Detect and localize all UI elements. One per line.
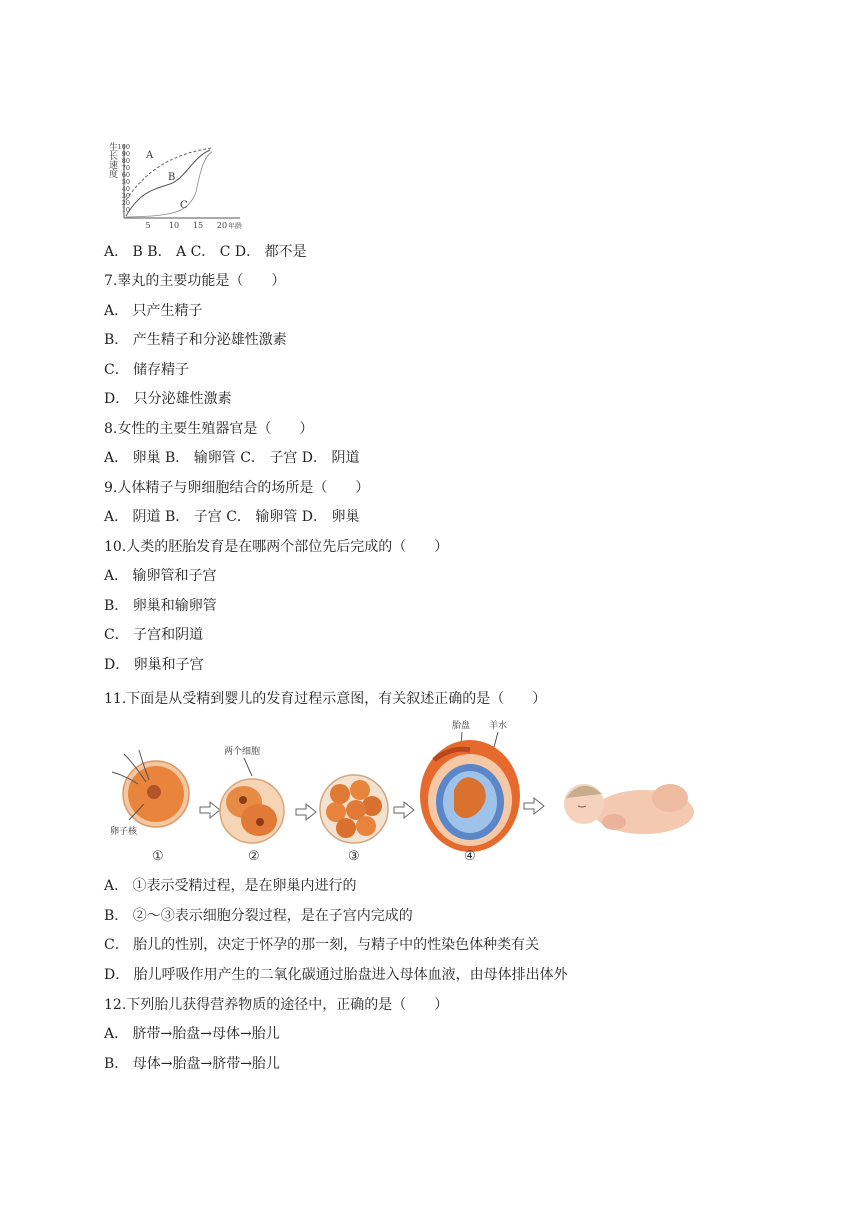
q11-option-a: A． ①表示受精过程，是在卵巢内进行的 [104, 878, 357, 894]
arrow-icon [200, 802, 220, 818]
q12-option-b: B． 母体→胎盘→脐带→胎儿 [104, 1056, 280, 1072]
q7-stem: 7.睾丸的主要功能是（ ） [104, 273, 286, 289]
curve-b [126, 150, 210, 216]
arrow-icon [296, 804, 316, 820]
q10-option-a: A． 输卵管和子宫 [104, 568, 217, 584]
q7-option-d: D． 只分泌雄性激素 [104, 391, 232, 407]
q9-options: A． 阴道 B． 子宫 C． 输卵管 D． 卵巢 [104, 509, 360, 525]
growth-chart-ylabel: 生长速度 [107, 142, 117, 178]
q12-stem: 12.下列胎儿获得营养物质的途径中，正确的是（ ） [104, 997, 449, 1013]
growth-chart-xlabel: 年龄 [228, 222, 242, 230]
q7-option-c: C． 储存精子 [104, 362, 190, 378]
stage-2-two-cells [220, 745, 284, 864]
curve-a-label: A [146, 150, 154, 161]
q10-stem: 10.人类的胚胎发育是在哪两个部位先后完成的（ ） [104, 539, 449, 555]
q7-option-b: B． 产生精子和分泌雄性激素 [104, 332, 287, 348]
curve-c-label: C [180, 200, 188, 211]
q8-stem: 8.女性的主要生殖器官是（ ） [104, 421, 314, 437]
q11-option-b: B． ②～③表示细胞分裂过程，是在子宫内完成的 [104, 908, 413, 924]
q6-options: A． B B． A C． C D． 都不是 [104, 244, 307, 260]
q11-stem: 11.下面是从受精到婴儿的发育过程示意图，有关叙述正确的是（ ） [104, 691, 547, 707]
stage-2-number: ② [248, 849, 260, 864]
q10-option-c: C． 子宫和阴道 [104, 627, 204, 643]
two-cells-label: 两个细胞 [224, 747, 261, 757]
y-tick: 50 [121, 178, 130, 186]
growth-chart [100, 132, 260, 234]
x-tick: 15 [192, 221, 204, 230]
x-tick: 5 [145, 221, 151, 230]
q9-stem: 9.人体精子与卵细胞结合的场所是（ ） [104, 480, 370, 496]
q7-option-a: A． 只产生精子 [104, 303, 203, 319]
x-tick: 20 [216, 221, 228, 230]
y-tick: 40 [121, 185, 130, 193]
stage-1-fertilization [110, 750, 189, 864]
q12-option-a: A． 脐带→胎盘→母体→胎儿 [104, 1026, 280, 1042]
y-tick: 80 [121, 157, 130, 165]
stage-3-cell-division [320, 775, 388, 864]
y-tick: 90 [121, 150, 130, 158]
stage-4-number: ④ [464, 849, 476, 864]
baby-illustration [564, 784, 694, 834]
q10-option-d: D． 卵巢和子宫 [104, 657, 204, 673]
q11-option-c: C． 胎儿的性别，决定于怀孕的那一刻，与精子中的性染色体种类有关 [104, 937, 540, 953]
stage-1-number: ① [152, 849, 164, 864]
q10-option-b: B． 卵巢和输卵管 [104, 598, 217, 614]
stage-3-number: ③ [348, 849, 360, 864]
arrow-icon [524, 798, 544, 814]
y-tick: 20 [121, 199, 130, 207]
egg-nucleus-label: 卵子核 [110, 827, 138, 837]
curve-b-label: B [168, 172, 176, 183]
x-tick: 10 [168, 221, 180, 230]
q11-option-d: D． 胎儿呼吸作用产生的二氧化碳通过胎盘进入母体血液，由母体排出体外 [104, 967, 568, 983]
development-figure [104, 714, 704, 866]
y-tick: 30 [121, 192, 130, 200]
amniotic-fluid-label: 羊水 [489, 721, 508, 731]
y-tick: 10 [121, 206, 130, 214]
stage-4-fetus [420, 719, 520, 864]
y-tick: 100 [117, 143, 130, 151]
q8-options: A． 卵巢 B． 输卵管 C． 子宫 D． 阴道 [104, 450, 360, 466]
placenta-label: 胎盘 [452, 721, 471, 731]
y-tick: 70 [121, 164, 130, 172]
y-tick: 60 [121, 171, 130, 179]
arrow-icon [394, 802, 414, 818]
